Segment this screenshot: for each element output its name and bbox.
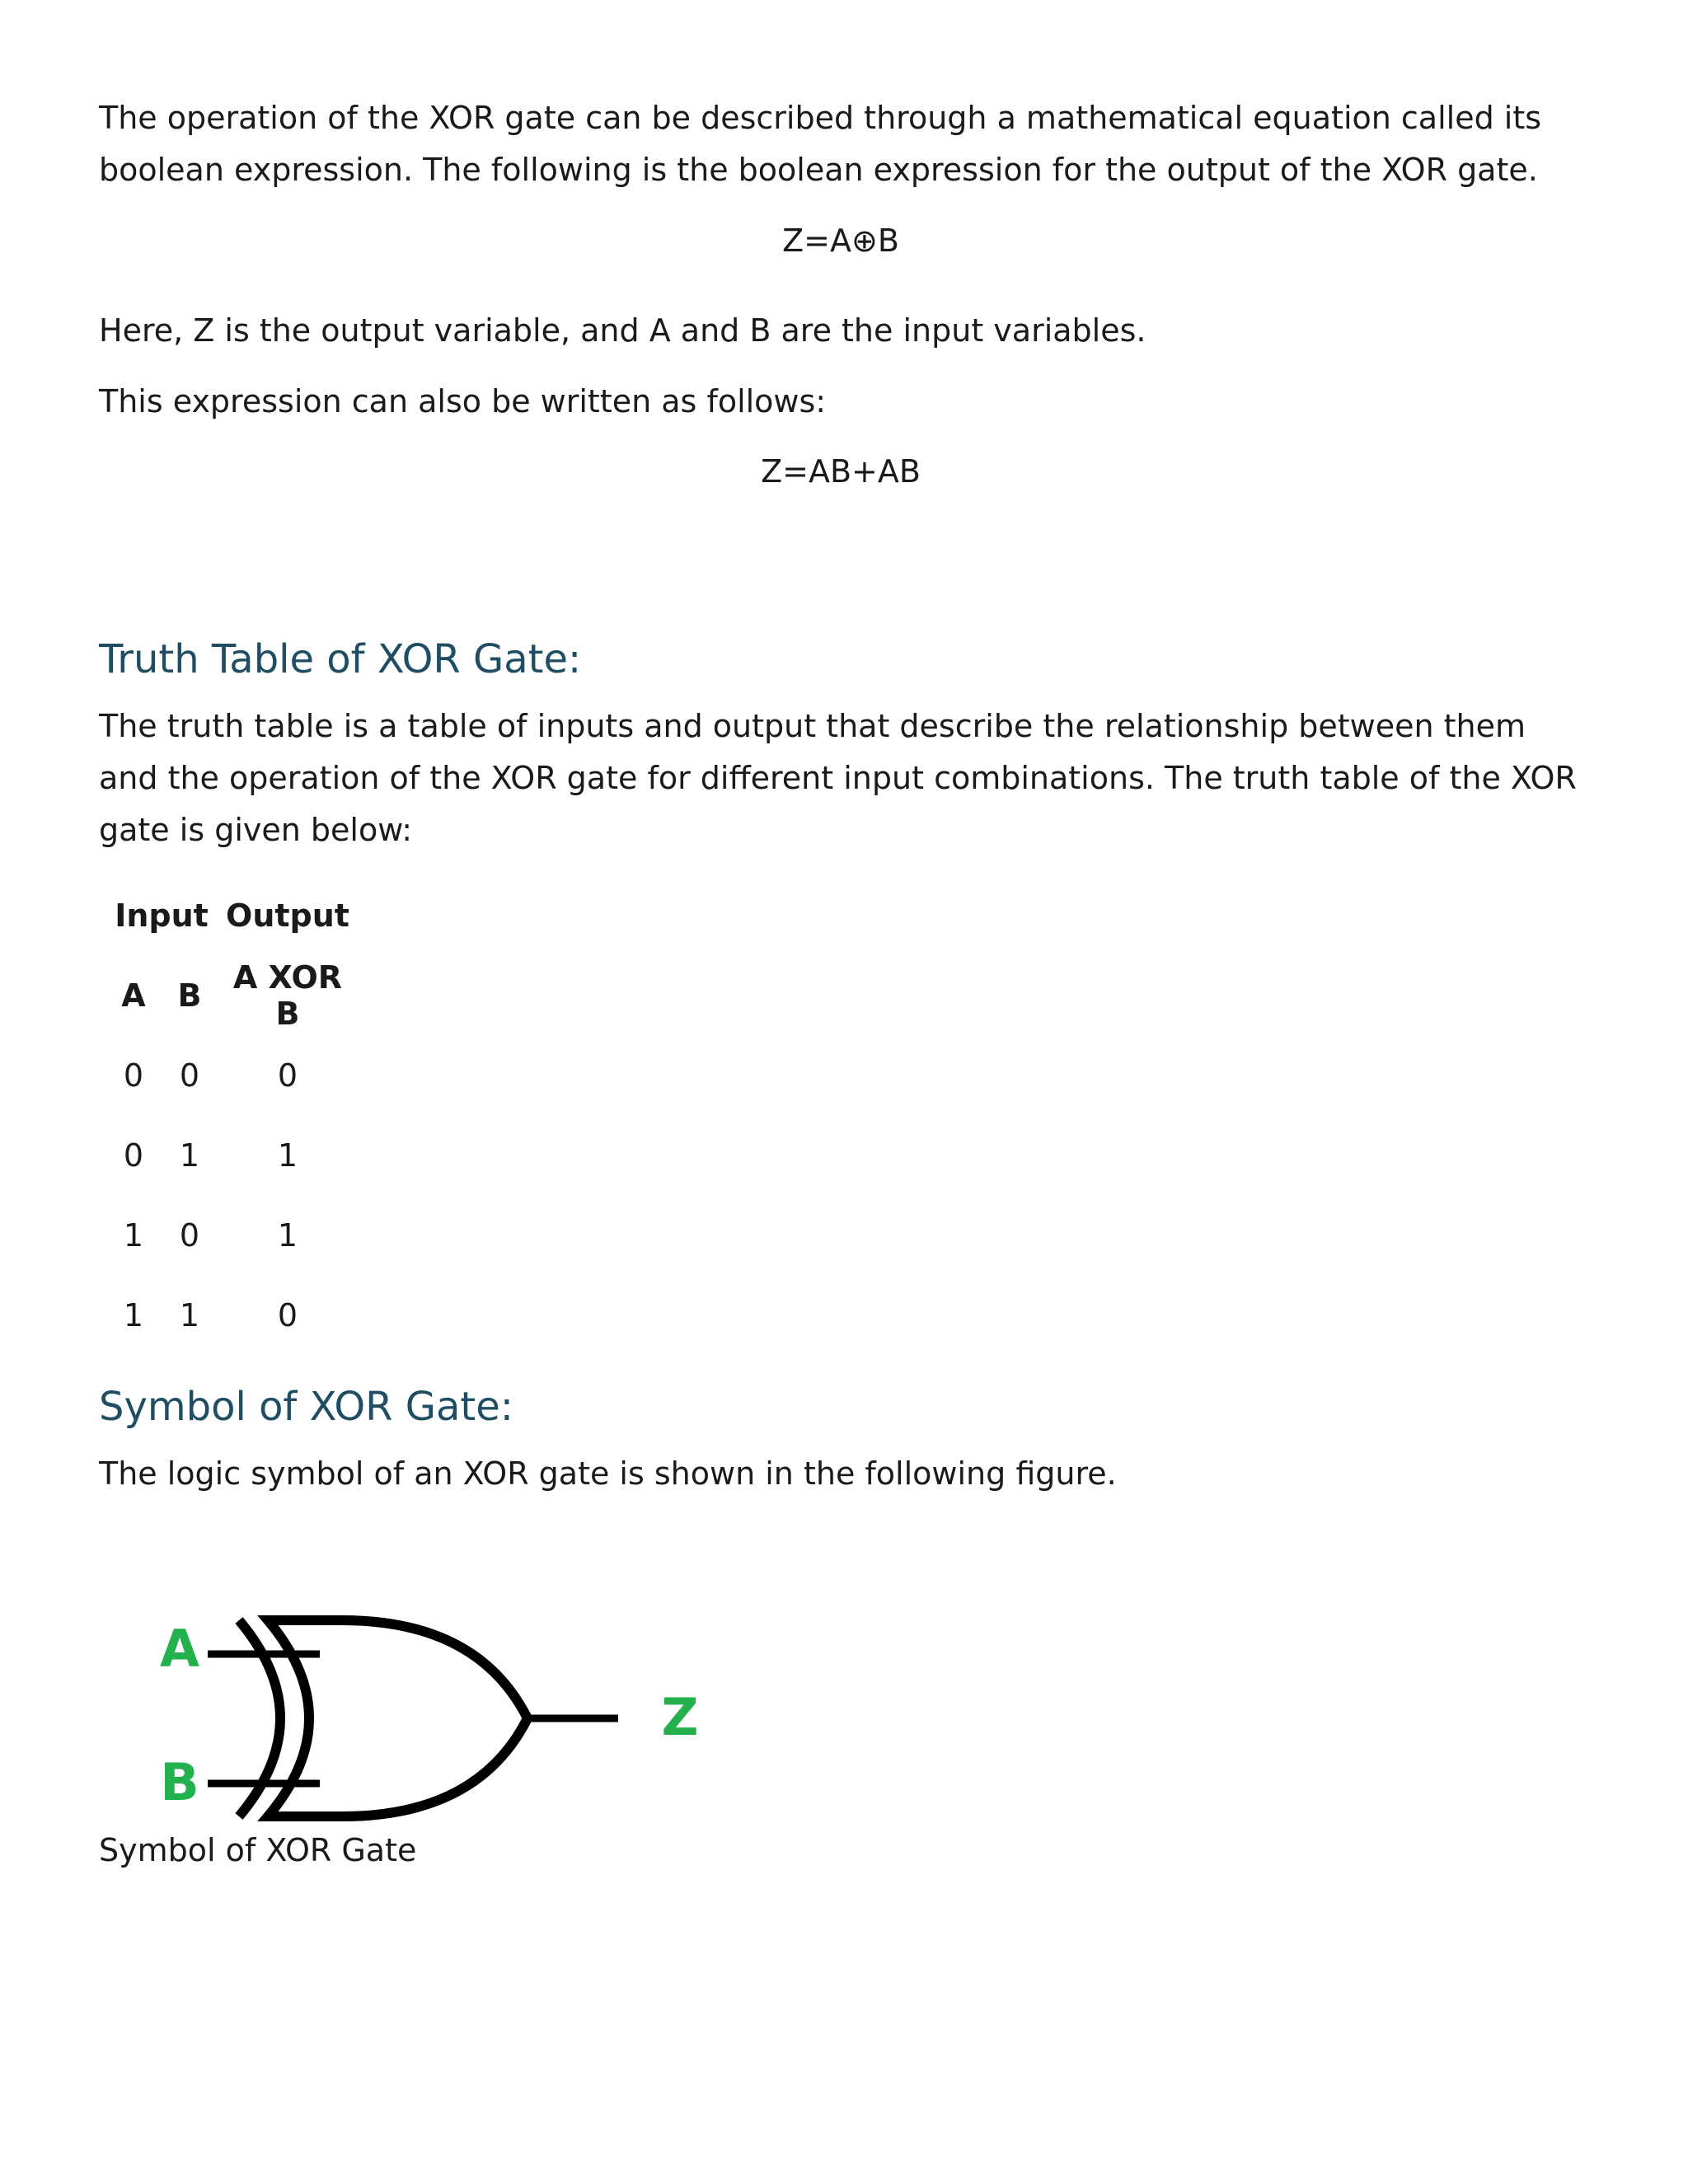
group-header-output: Output <box>226 897 349 934</box>
input-a-label: A <box>160 1619 199 1679</box>
input-b-label: B <box>160 1752 199 1812</box>
table-cell: 0 <box>277 1057 298 1094</box>
truth-table-heading: Truth Table of XOR Gate: <box>99 636 582 682</box>
table-cell: 0 <box>123 1137 144 1174</box>
symbol-paragraph: The logic symbol of an XOR gate is shown in the following figure. <box>99 1455 1117 1492</box>
symbol-heading: Symbol of XOR Gate: <box>99 1384 513 1430</box>
table-cell: 0 <box>277 1296 298 1333</box>
column-header-a-xor-b: A XOR B <box>232 958 343 1032</box>
equation-xor: Z=A⊕B <box>782 223 899 259</box>
figure-caption: Symbol of XOR Gate <box>99 1832 417 1868</box>
column-header-a: A <box>121 977 146 1014</box>
truth-table-column-header-row <box>106 955 358 1035</box>
variables-text: Here, Z is the output variable, and A and B are the input variables. <box>99 312 1146 349</box>
table-cell: 1 <box>123 1216 144 1254</box>
output-z-label: Z <box>661 1687 699 1747</box>
equation-sum-of-products <box>99 451 1582 492</box>
table-cell: 0 <box>179 1216 200 1254</box>
table-row <box>106 1275 358 1355</box>
table-cell: 0 <box>179 1057 200 1094</box>
truth-table-paragraph: The truth table is a table of inputs and output that describe the relationship between them and the operation of the XOR gate for different input combinations. The truth table of the XOR gate is given below: <box>99 708 1577 848</box>
alt-expression-text: This expression can also be written as follows: <box>99 383 827 419</box>
table-cell: 1 <box>179 1296 200 1333</box>
truth-table-group-header-row <box>106 875 358 955</box>
equation-sum-of-products-text: Z=AB+AB <box>761 453 921 490</box>
table-cell: 1 <box>277 1137 298 1174</box>
table-cell: 1 <box>179 1137 200 1174</box>
table-cell: 1 <box>123 1296 144 1333</box>
truth-table <box>106 875 358 1355</box>
xor-gate-symbol <box>132 1543 808 1856</box>
group-header-input: Input <box>115 897 209 934</box>
column-header-b: B <box>177 977 202 1014</box>
table-cell: 0 <box>123 1057 144 1094</box>
table-row <box>106 1115 358 1195</box>
table-row <box>106 1035 358 1115</box>
table-row <box>106 1195 358 1275</box>
intro-paragraph: The operation of the XOR gate can be described through a mathematical equation called its boolean expression. The following is the boolean expression for the output of the XOR gate. <box>99 100 1542 188</box>
table-cell: 1 <box>277 1216 298 1254</box>
